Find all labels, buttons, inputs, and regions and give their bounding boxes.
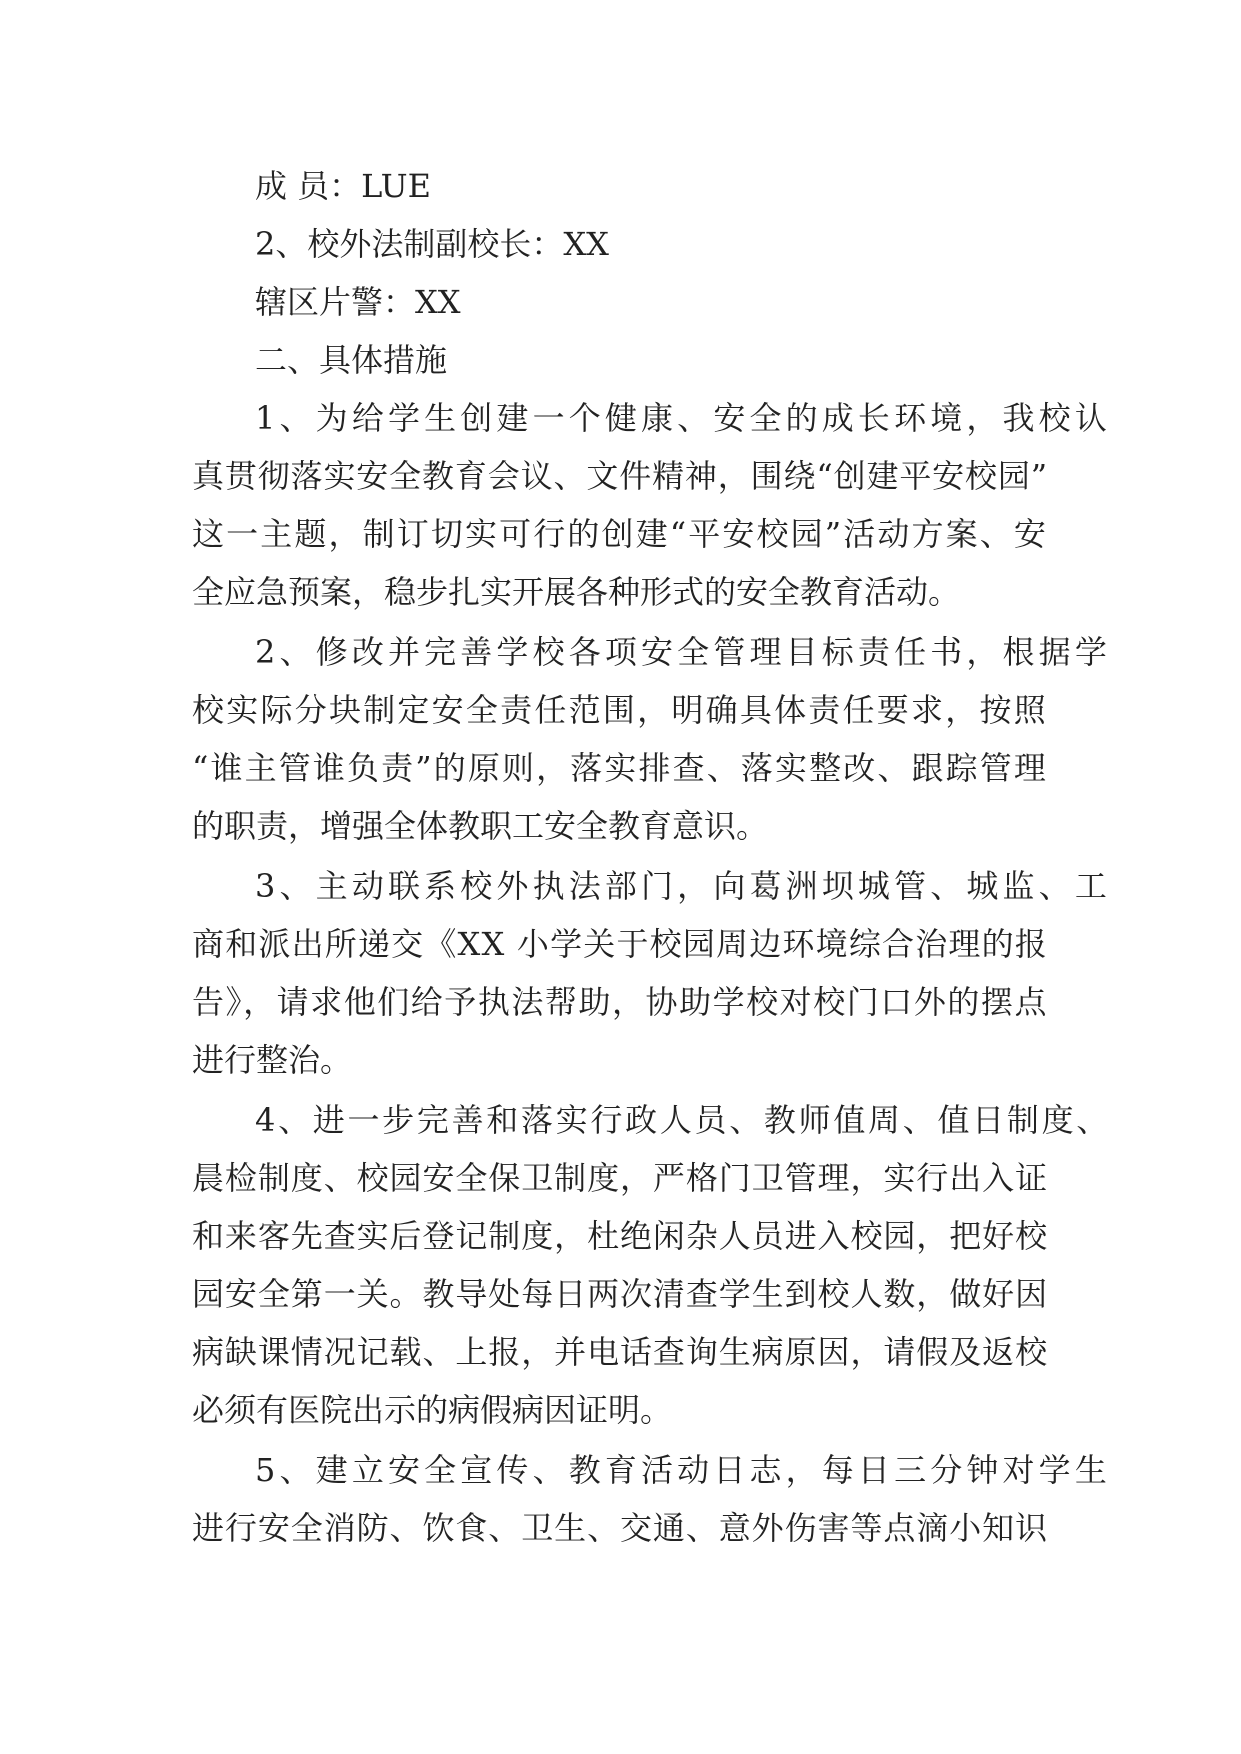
text-line: 校实际分块制定安全责任范围，明确具体责任要求，按照 (192, 691, 1048, 729)
text-line: 2、修改并完善学校各项安全管理目标责任书，根据学 (255, 633, 1111, 671)
text-line: 成 员：LUE (255, 167, 432, 205)
text-line: 全应急预案，稳步扎实开展各种形式的安全教育活动。 (192, 573, 961, 611)
text-line: 进行整治。 (192, 1041, 353, 1079)
text-line: 告》，请求他们给予执法帮助，协助学校对校门口外的摆点 (192, 983, 1048, 1021)
text-line: 1、为给学生创建一个健康、安全的成长环境，我校认 (255, 399, 1111, 437)
text-line: 4、进一步完善和落实行政人员、教师值周、值日制度、 (255, 1101, 1111, 1139)
text-line: 病缺课情况记载、上报，并电话查询生病原因，请假及返校 (192, 1333, 1048, 1371)
text-line: 园安全第一关。教导处每日两次清查学生到校人数，做好因 (192, 1275, 1048, 1313)
text-line: “谁主管谁负责”的原则，落实排查、落实整改、跟踪管理 (192, 749, 1048, 787)
text-line: 真贯彻落实安全教育会议、文件精神，围绕“创建平安校园” (192, 457, 1048, 495)
text-line: 商和派出所递交《XX 小学关于校园周边环境综合治理的报 (192, 925, 1048, 963)
text-line: 这一主题，制订切实可行的创建“平安校园”活动方案、安 (192, 515, 1048, 553)
text-line: 2、校外法制副校长：XX (255, 225, 609, 263)
text-line: 3、主动联系校外执法部门，向葛洲坝城管、城监、工 (255, 867, 1111, 905)
section-heading: 二、具体措施 (255, 341, 448, 379)
text-line: 辖区片警：XX (255, 283, 461, 321)
text-line: 晨检制度、校园安全保卫制度，严格门卫管理，实行出入证 (192, 1159, 1048, 1197)
text-line: 的职责，增强全体教职工安全教育意识。 (192, 807, 769, 845)
text-line: 5、建立安全宣传、教育活动日志，每日三分钟对学生 (255, 1451, 1111, 1489)
text-line: 必须有医院出示的病假病因证明。 (192, 1391, 673, 1429)
text-line: 和来客先查实后登记制度，杜绝闲杂人员进入校园，把好校 (192, 1217, 1048, 1255)
text-line: 进行安全消防、饮食、卫生、交通、意外伤害等点滴小知识 (192, 1509, 1048, 1547)
